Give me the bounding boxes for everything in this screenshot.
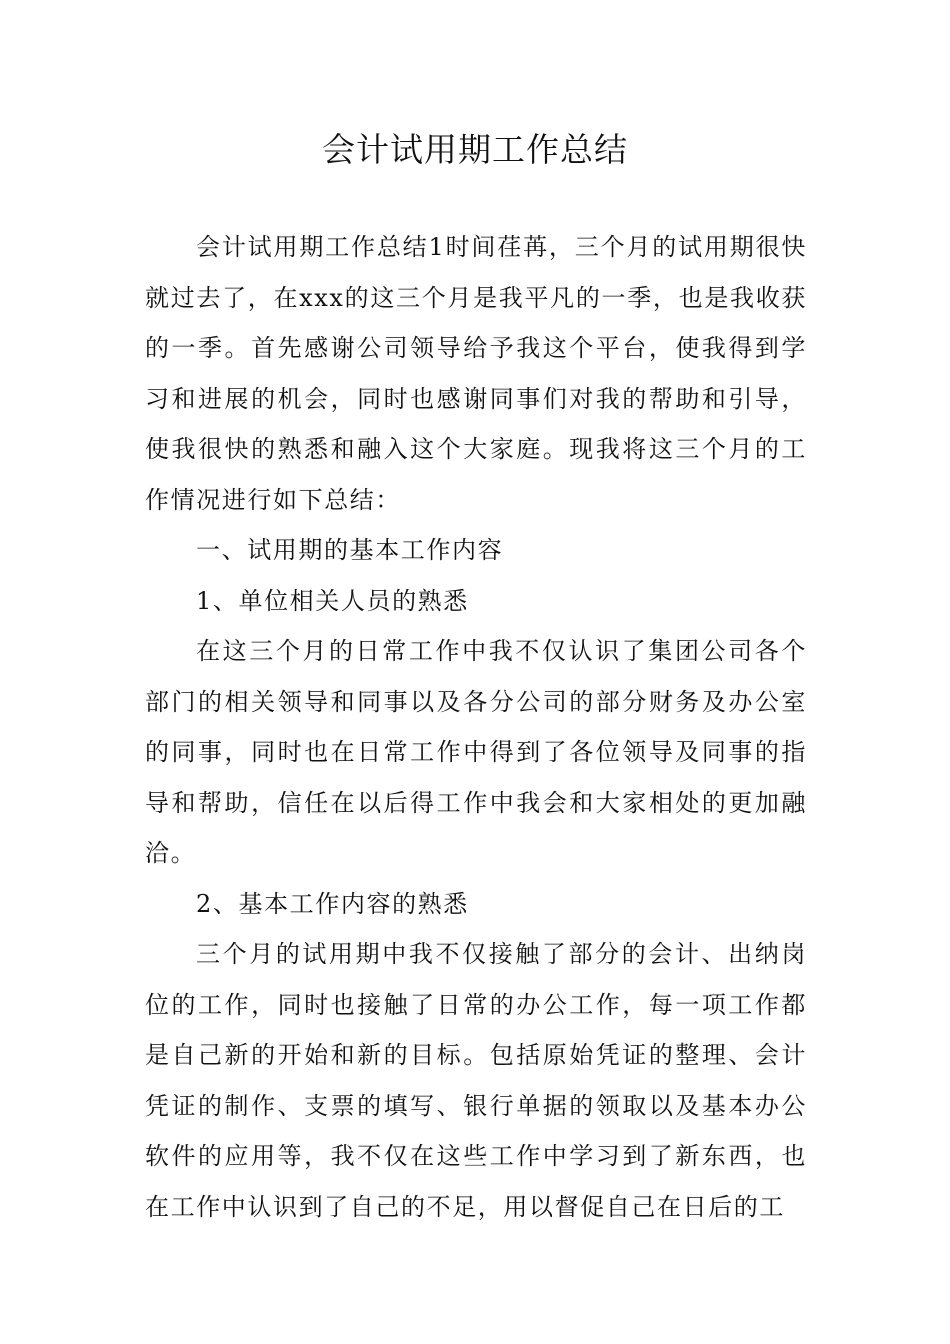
heading-subsection-2: 2、基本工作内容的熟悉 (196, 889, 469, 918)
heading-section-1: 一、试用期的基本工作内容 (196, 536, 504, 564)
paragraph-work-content: 三个月的试用期中我不仅接触了部分的会计、出纳岗位的工作，同时也接触了日常的办公工作，每一项工作都是自己新的开始和新的目标。包括原始凭证的整理、会计凭证的制作、支票的填写、银行单据的领取以及基本办公软件的应用等，我不仅在这些工作中学习到了新东西，也在工作中认识到了自己的不足，用以督促自己在日后的工 (145, 940, 807, 1221)
heading-subsection-1: 1、单位相关人员的熟悉 (196, 586, 469, 615)
paragraph-colleagues: 在这三个月的日常工作中我不仅认识了集团公司各个部门的相关领导和同事以及各分公司的部分财务及办公室的同事，同时也在日常工作中得到了各位领导及同事的指导和帮助，信任在以后得工作中我会和大家相处的更加融洽。 (145, 637, 807, 867)
document-body (145, 222, 807, 1232)
paragraph-intro: 会计试用期工作总结1时间荏苒，三个月的试用期很快就过去了，在xxx的这三个月是我平凡的一季，也是我收获的一季。首先感谢公司领导给予我这个平台，使我得到学习和进展的机会，同时也感谢同事们对我的帮助和引导，使我很快的熟悉和融入这个大家庭。现我将这三个月的工作情况进行如下总结： (145, 233, 807, 514)
document-title: 会计试用期工作总结 (322, 130, 628, 169)
